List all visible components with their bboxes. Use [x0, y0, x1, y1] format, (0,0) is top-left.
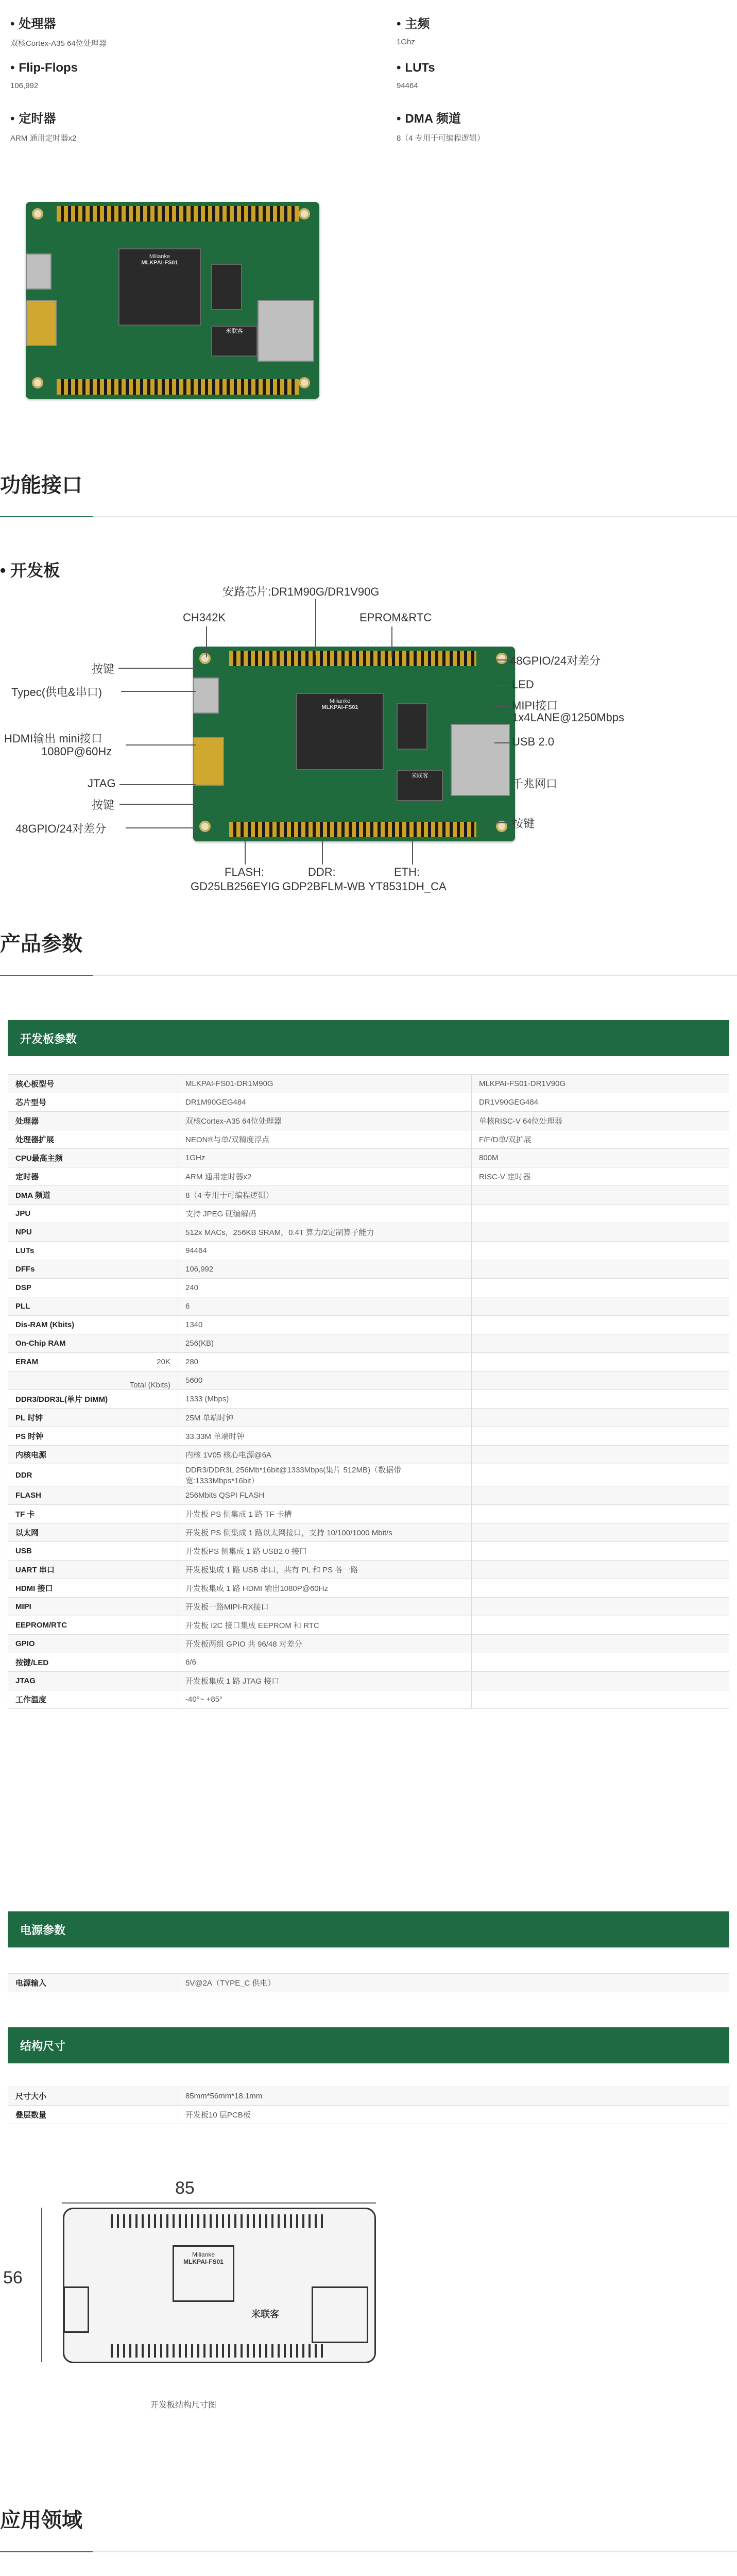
row-value: 1340 — [178, 1316, 472, 1334]
dimension-caption: 开发板结构尺寸图 — [150, 2401, 217, 2410]
table-row — [8, 1390, 729, 1409]
gpio-header-bottom — [229, 822, 476, 837]
callout-hdmi-1: HDMI输出 mini接口 — [4, 732, 102, 745]
drawing-chip — [173, 2245, 234, 2302]
row-value-alt — [472, 1242, 729, 1260]
section-divider — [0, 516, 737, 517]
row-value: 1333 (Mbps) — [178, 1390, 472, 1409]
row-value: NEON®与单/双精度浮点 — [178, 1130, 472, 1149]
table-row — [8, 1316, 729, 1334]
devboard-params-table — [8, 1074, 729, 1709]
row-label: 叠层数量 — [8, 2106, 178, 2124]
ethernet-port — [258, 300, 314, 362]
ddr-chip — [397, 703, 427, 750]
callout-typec: Typec(供电&串口) — [11, 686, 102, 699]
row-label: UART 串口 — [8, 1561, 178, 1579]
row-value-alt — [472, 1316, 729, 1334]
callout-mipi-2: 1x4LANE@1250Mbps — [512, 711, 625, 724]
row-value: 双核Cortex-A35 64位处理器 — [178, 1112, 472, 1130]
callout-mipi-1: MIPI接口 — [512, 699, 558, 712]
spec-key: • 主频 — [397, 13, 685, 31]
section-divider — [0, 2551, 737, 2552]
section-divider — [0, 975, 737, 976]
row-sublabel: 20K — [157, 1358, 170, 1366]
row-value-alt: DR1V90GEG484 — [472, 1093, 729, 1112]
table-row — [8, 1505, 729, 1523]
row-label: DMA 频道 — [8, 1186, 178, 1205]
mount-hole — [299, 208, 310, 219]
leader-line — [121, 691, 196, 692]
row-label: 处理器 — [8, 1112, 178, 1130]
mount-hole — [32, 377, 43, 388]
table-row — [8, 1523, 729, 1542]
leader-line — [494, 685, 510, 686]
section-title-interfaces: 功能接口 — [0, 474, 82, 497]
gpio-header-top — [57, 206, 299, 222]
table-row — [8, 1167, 729, 1186]
row-value-alt — [472, 1672, 729, 1690]
row-value-alt — [472, 1561, 729, 1579]
row-value-alt — [472, 1653, 729, 1672]
row-value: 开发板集成 1 路 HDMI 输出1080P@60Hz — [178, 1579, 472, 1598]
row-sublabel: Total (Kbits) — [129, 1380, 170, 1389]
row-label: PL 时钟 — [8, 1409, 178, 1427]
callout-ddr-2: GDP2BFLM-WB — [282, 880, 366, 893]
row-value: 开发板 PS 侧集成 1 路以太网接口，支持 10/100/1000 Mbit/s — [178, 1523, 472, 1542]
callout-eth-2: YT8531DH_CA — [368, 880, 447, 893]
table-row — [8, 1093, 729, 1112]
row-value: 内核 1V05 核心电源@6A — [178, 1446, 472, 1464]
table-row — [8, 1598, 729, 1616]
subsection-devboard — [0, 557, 60, 581]
row-value-alt — [472, 1523, 729, 1542]
table-row — [8, 1409, 729, 1427]
row-label: DFFs — [8, 1260, 178, 1279]
row-value-alt: 单核RISC-V 64位处理器 — [472, 1112, 729, 1130]
spec-flipflops — [10, 61, 299, 90]
leader-line — [206, 626, 207, 657]
table-row — [8, 1672, 729, 1690]
mount-hole — [199, 821, 211, 832]
leader-line — [322, 841, 323, 865]
row-value: 5600 — [178, 1371, 472, 1390]
gpio-header-top — [229, 651, 476, 666]
row-label: 工作温度 — [8, 1690, 178, 1709]
row-value: 85mm*56mm*18.1mm — [178, 2087, 729, 2106]
section-title-params: 产品参数 — [0, 933, 82, 955]
row-label: CPU最高主频 — [8, 1149, 178, 1167]
row-value: 512x MACs，256KB SRAM，0.4T 算力/2定制算子能力 — [178, 1223, 472, 1242]
row-value-alt — [472, 1371, 729, 1390]
row-value-alt — [472, 1390, 729, 1409]
leader-line — [494, 706, 510, 707]
table-row — [8, 2106, 729, 2124]
annotated-board-photo — [193, 647, 515, 841]
row-value-alt — [472, 1223, 729, 1242]
leader-line — [494, 742, 510, 743]
spec-key: • Flip-Flops — [10, 61, 299, 75]
row-label: LUTs — [8, 1242, 178, 1260]
row-value: 6/6 — [178, 1653, 472, 1672]
row-value: 8（4 专用于可编程逻辑） — [178, 1186, 472, 1205]
row-label: 处理器扩展 — [8, 1130, 178, 1149]
table-row — [8, 1464, 729, 1486]
leader-line — [245, 841, 246, 865]
board-logo: 米联客 — [397, 770, 443, 801]
row-value-alt — [472, 1186, 729, 1205]
silk-model: MLKPAI-FS01 — [141, 260, 178, 266]
callout-eth-1: ETH: — [394, 866, 420, 878]
row-value-alt — [472, 1635, 729, 1653]
table-row — [8, 1075, 729, 1093]
table-row — [8, 1427, 729, 1446]
drawing-header-bottom — [111, 2344, 327, 2358]
silk-brand: Milianke — [192, 2251, 215, 2258]
table-row — [8, 1205, 729, 1223]
row-label: HDMI 接口 — [8, 1579, 178, 1598]
ddr-chip — [211, 264, 242, 310]
table-row — [8, 1223, 729, 1242]
row-label — [8, 1371, 178, 1390]
silk-model: MLKPAI-FS01 — [321, 704, 358, 710]
silk-brand: Milianke — [149, 253, 170, 260]
hdmi-port — [193, 737, 224, 786]
row-value: 开发板 PS 侧集成 1 路 TF 卡槽 — [178, 1505, 472, 1523]
devboard-params-header: 开发板参数 — [8, 1020, 729, 1056]
row-value-alt — [472, 1427, 729, 1446]
row-value-alt: F/F/D单/双扩展 — [472, 1130, 729, 1149]
row-label: MIPI — [8, 1598, 178, 1616]
silk-brand: Milianke — [329, 698, 351, 704]
callout-led: LED — [512, 678, 534, 691]
row-value-alt: RISC-V 定时器 — [472, 1167, 729, 1186]
row-label: USB — [8, 1542, 178, 1561]
leader-line — [119, 784, 196, 785]
table-row — [8, 1974, 729, 1992]
dimension-height: 56 — [3, 2268, 23, 2287]
board-logo: 米联客 — [211, 326, 258, 357]
table-row — [8, 1297, 729, 1316]
hdmi-port — [26, 300, 57, 346]
spec-value: ARM 通用定时器x2 — [10, 134, 77, 143]
leader-line — [494, 822, 510, 823]
row-value: 33.33M 单端时钟 — [178, 1427, 472, 1446]
row-label: 按键/LED — [8, 1653, 178, 1672]
main-chip — [296, 693, 384, 770]
table-row — [8, 2087, 729, 2106]
callout-ch342k: CH342K — [183, 611, 226, 624]
row-value: 开发板10 层PCB板 — [178, 2106, 729, 2124]
callout-jtag: JTAG — [88, 777, 116, 790]
row-label — [8, 1353, 178, 1371]
table-row — [8, 1690, 729, 1709]
spec-luts — [397, 61, 685, 90]
row-value-alt — [472, 1205, 729, 1223]
row-value-alt: MLKPAI-FS01-DR1V90G — [472, 1075, 729, 1093]
row-label: PS 时钟 — [8, 1427, 178, 1446]
row-value-alt — [472, 1464, 729, 1486]
row-label: 定时器 — [8, 1167, 178, 1186]
row-value: 240 — [178, 1279, 472, 1297]
callout-flash-1: FLASH: — [225, 866, 265, 878]
row-value: ARM 通用定时器x2 — [178, 1167, 472, 1186]
row-value: DDR3/DDR3L 256Mb*16bit@1333Mbps(集片 512MB)（数据带宽:1333Mbps*16bit） — [178, 1464, 472, 1486]
main-chip — [118, 248, 201, 326]
typec-port — [193, 677, 219, 714]
table-row — [8, 1579, 729, 1598]
row-value: -40°~ +85° — [178, 1690, 472, 1709]
drawing-eth — [312, 2286, 368, 2343]
dimension-width: 85 — [175, 2178, 195, 2198]
table-row — [8, 1371, 729, 1390]
row-value-alt — [472, 1297, 729, 1316]
row-value-alt — [472, 1616, 729, 1635]
row-label: 电源输入 — [8, 1974, 178, 1992]
callout-ddr-1: DDR: — [308, 866, 336, 878]
spec-key: • DMA 频道 — [397, 108, 685, 126]
board-photo — [26, 202, 319, 399]
table-row — [8, 1616, 729, 1635]
row-label: JTAG — [8, 1672, 178, 1690]
callout-button-left: 按键 — [92, 663, 115, 675]
row-label: TF 卡 — [8, 1505, 178, 1523]
row-label-text: ERAM — [15, 1358, 39, 1366]
table-row — [8, 1561, 729, 1579]
table-row — [8, 1279, 729, 1297]
row-label: 以太网 — [8, 1523, 178, 1542]
table-row — [8, 1242, 729, 1260]
leader-line — [494, 659, 507, 660]
table-row — [8, 1653, 729, 1672]
spec-key: • 处理器 — [10, 13, 299, 31]
row-label: 尺寸大小 — [8, 2087, 178, 2106]
row-label: 核心板型号 — [8, 1075, 178, 1093]
drawing-logo: 米联客 — [251, 2309, 279, 2319]
spec-value: 8（4 专用于可编程逻辑） — [397, 134, 485, 143]
table-row — [8, 1112, 729, 1130]
row-value: DR1M90GEG484 — [178, 1093, 472, 1112]
table-row — [8, 1353, 729, 1371]
table-row — [8, 1130, 729, 1149]
row-label: DDR — [8, 1464, 178, 1486]
leader-line — [126, 827, 196, 828]
row-value: 开发板一路MIPI-RX接口 — [178, 1598, 472, 1616]
row-value-alt — [472, 1260, 729, 1279]
row-value-alt — [472, 1279, 729, 1297]
row-label: JPU — [8, 1205, 178, 1223]
row-label: EEPROM/RTC — [8, 1616, 178, 1635]
mount-hole — [32, 208, 43, 219]
spec-value: 106,992 — [10, 81, 39, 90]
spec-dma — [397, 108, 685, 143]
row-value: 1GHz — [178, 1149, 472, 1167]
row-label: On-Chip RAM — [8, 1334, 178, 1353]
row-value: 开发板 I2C 接口集成 EEPROM 和 RTC — [178, 1616, 472, 1635]
row-value: 94464 — [178, 1242, 472, 1260]
table-row — [8, 1542, 729, 1561]
callout-hdmi-2: 1080P@60Hz — [41, 745, 112, 758]
spec-value: 双核Cortex-A35 64位处理器 — [10, 39, 107, 48]
leader-line — [126, 744, 196, 745]
callout-usb: USB 2.0 — [512, 735, 554, 748]
dimension-line-v — [41, 2208, 42, 2362]
row-label: PLL — [8, 1297, 178, 1316]
row-label: DDR3/DDR3L(单片 DIMM) — [8, 1390, 178, 1409]
table-row — [8, 1486, 729, 1505]
row-value-alt — [472, 1446, 729, 1464]
row-label: 芯片型号 — [8, 1093, 178, 1112]
row-value-alt — [472, 1542, 729, 1561]
struct-params-header: 结构尺寸 — [8, 2027, 729, 2063]
leader-line — [315, 599, 316, 655]
row-value: 开发板PS 侧集成 1 路 USB2.0 接口 — [178, 1542, 472, 1561]
power-params-header: 电源参数 — [8, 1911, 729, 1947]
row-value: MLKPAI-FS01-DR1M90G — [178, 1075, 472, 1093]
row-label: GPIO — [8, 1635, 178, 1653]
table-row — [8, 1334, 729, 1353]
mount-hole — [199, 653, 211, 664]
row-label: DSP — [8, 1279, 178, 1297]
mount-hole — [299, 377, 310, 388]
row-value: 25M 单端时钟 — [178, 1409, 472, 1427]
callout-eprom-rtc: EPROM&RTC — [359, 611, 432, 624]
table-row — [8, 1149, 729, 1167]
spec-value: 94464 — [397, 81, 418, 90]
row-value-alt — [472, 1505, 729, 1523]
mount-hole — [496, 653, 507, 664]
spec-processor — [10, 13, 299, 48]
row-value: 开发板两组 GPIO 共 96/48 对差分 — [178, 1635, 472, 1653]
row-value-alt — [472, 1579, 729, 1598]
row-value-alt — [472, 1690, 729, 1709]
row-value: 支持 JPEG 硬编解码 — [178, 1205, 472, 1223]
callout-button-left2: 按键 — [92, 799, 115, 811]
row-value: 256(KB) — [178, 1334, 472, 1353]
row-value-alt — [472, 1334, 729, 1353]
row-value-alt — [472, 1598, 729, 1616]
table-row — [8, 1635, 729, 1653]
callout-gpio-left: 48GPIO/24对差分 — [15, 822, 107, 835]
leader-line — [391, 626, 392, 657]
drawing-header-top — [111, 2214, 327, 2228]
struct-params-table — [8, 2087, 729, 2124]
row-value: 开发板集成 1 路 JTAG 接口 — [178, 1672, 472, 1690]
row-value: 6 — [178, 1297, 472, 1316]
spec-value: 1Ghz — [397, 38, 415, 46]
leader-line — [118, 668, 196, 669]
row-value: 5V@2A（TYPE_C 供电） — [178, 1974, 729, 1992]
drawing-hdmi — [63, 2286, 89, 2333]
row-value: 106,992 — [178, 1260, 472, 1279]
row-value-alt: 800M — [472, 1149, 729, 1167]
row-value-alt — [472, 1353, 729, 1371]
callout-flash-2: GD25LB256EYIG — [191, 880, 280, 893]
spec-frequency — [397, 13, 685, 46]
row-label: FLASH — [8, 1486, 178, 1505]
leader-line — [412, 841, 413, 865]
bullet-icon: • — [0, 561, 11, 580]
callout-button-right: 按键 — [512, 817, 535, 830]
table-row — [8, 1186, 729, 1205]
section-title-applications: 应用领域 — [0, 2509, 82, 2532]
table-row — [8, 1260, 729, 1279]
callout-gige: 千兆网口 — [512, 777, 558, 790]
leader-line — [119, 804, 196, 805]
spec-key: • LUTs — [397, 61, 685, 75]
row-value-alt — [472, 1409, 729, 1427]
row-label: NPU — [8, 1223, 178, 1242]
typec-port — [26, 253, 52, 290]
table-row — [8, 1446, 729, 1464]
row-value: 256Mbits QSPI FLASH — [178, 1486, 472, 1505]
board-outline-drawing — [63, 2208, 376, 2363]
callout-gpio-right: 48GPIO/24对差分 — [510, 654, 601, 667]
spec-key: • 定时器 — [10, 108, 299, 126]
spec-timer — [10, 108, 299, 143]
row-label: 内核电源 — [8, 1446, 178, 1464]
row-label: Dis-RAM (Kbits) — [8, 1316, 178, 1334]
power-params-table — [8, 1973, 729, 1992]
row-value-alt — [472, 1486, 729, 1505]
gpio-header-bottom — [57, 379, 299, 395]
dimension-line-h — [62, 2202, 376, 2204]
silk-model: MLKPAI-FS01 — [183, 2258, 224, 2265]
row-value: 开发板集成 1 路 USB 串口，共有 PL 和 PS 各一路 — [178, 1561, 472, 1579]
callout-security-chip: 安路芯片:DR1M90G/DR1V90G — [222, 585, 380, 598]
ethernet-port — [451, 724, 510, 796]
subsection-label: 开发板 — [10, 561, 60, 580]
row-value: 280 — [178, 1353, 472, 1371]
